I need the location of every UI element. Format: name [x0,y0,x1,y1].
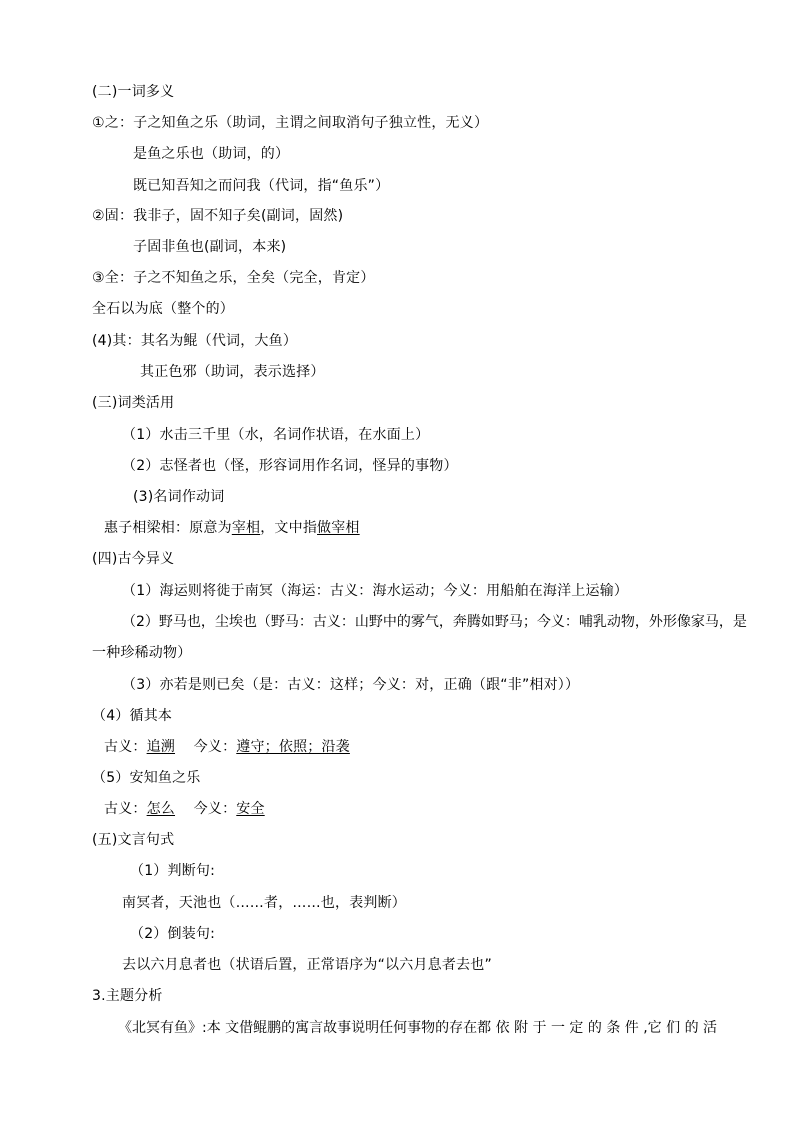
text-line: ②固：我非子，固不知子矣(副词，固然) [92,208,344,224]
text-line: (3)名词作动词 [133,489,225,505]
text-line: 其正色邪（助词，表示选择） [140,364,325,380]
text-line: ①之：子之知鱼之乐（助词，主谓之间取消句子独立性，无义） [92,115,489,131]
text-line: (4)其：其名为鲲（代词，大鱼） [92,333,298,349]
text-line: 子固非鱼也(副词，本来) [133,239,287,255]
text-line: （2）野马也，尘埃也（野马：古义：山野中的雾气，奔腾如野马；今义：哺乳动物，外形像家马，是 [122,614,747,630]
huizi-prefix: 惠子相梁相：原意为 [104,520,232,536]
text-line: 是鱼之乐也（助词，的） [133,146,290,162]
text-line-xun [104,738,350,756]
section-heading-theme: 3.主题分析 [92,988,163,1004]
text-line: 既已知吾知之而问我（代词，指“鱼乐”） [133,178,390,194]
text-line: 《北冥有鱼》:本 文借鲲鹏的寓言故事说明任何事物的存在都 依 附 于 一 定 的 条 件 ,它 们 的 活 [118,1020,718,1036]
text-line: （2）倒装句: [130,926,216,942]
xun-new: 遵守；依照；沿袭 [236,739,350,755]
xun-new-label: 今义： [193,739,237,755]
text-line: （5）安知鱼之乐 [92,770,201,786]
text-line: 去以六月息者也（状语后置，正常语序为“以六月息者去也” [122,957,492,973]
an-old: 怎么 [146,801,176,817]
text-line: （3）亦若是则已矣（是：古义：这样；今义：对，正确（跟“非”相对）） [122,677,580,693]
text-line: （1）海运则将徙于南冥（海运：古义：海水运动；今义：用船舶在海洋上运输） [122,583,629,599]
huizi-now: 做宰相 [317,520,360,536]
text-line: 南冥者，天池也（……者，……也，表判断） [122,895,406,911]
huizi-orig: 宰相 [231,520,261,536]
text-line: 全石以为底（整个的） [92,301,234,317]
section-heading-polysemy: (二)一词多义 [92,84,175,100]
section-heading-ancient-modern: (四)古今异义 [92,551,175,567]
text-line-an [104,800,265,818]
huizi-mid: ，文中指 [260,520,318,536]
section-heading-word-class: (三)词类活用 [92,395,175,411]
text-line: （2）志怪者也（怪，形容词用作名词，怪异的事物） [122,458,458,474]
xun-old-label: 古义： [104,739,147,755]
section-heading-sentence-patterns: (五)文言句式 [92,832,175,848]
xun-old: 追溯 [146,739,176,755]
an-new: 安全 [236,801,265,817]
text-line: （4）循其本 [92,708,173,724]
text-line: ③全：子之不知鱼之乐，全矣（完全，肯定） [92,270,375,286]
text-line-huizi [104,519,360,537]
text-line: 一种珍稀动物） [92,645,192,661]
text-line: （1）判断句: [130,863,216,879]
an-new-label: 今义： [193,801,237,817]
an-old-label: 古义： [104,801,147,817]
text-line: （1）水击三千里（水，名词作状语，在水面上） [122,427,430,443]
